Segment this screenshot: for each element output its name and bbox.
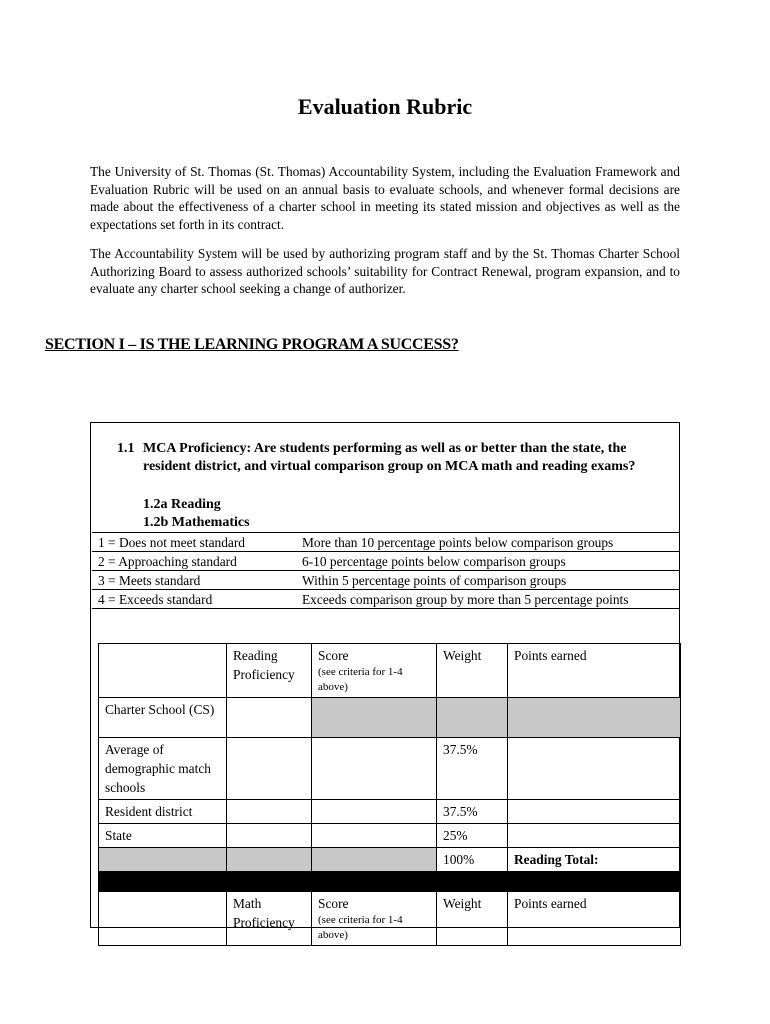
row-label: Charter School (CS) (99, 698, 227, 738)
score-cell (312, 824, 437, 848)
question-sub-math: 1.2b Mathematics (143, 515, 250, 530)
question-sub-reading: 1.2a Reading (143, 497, 221, 512)
weight-cell: 37.5% (437, 800, 508, 824)
header-score-note: (see criteria for 1-4 above) (318, 914, 403, 941)
separator-cell (508, 872, 681, 892)
weight-cell: 37.5% (437, 738, 508, 800)
criteria-row (92, 532, 680, 551)
criteria-desc: Within 5 percentage points of comparison groups (302, 573, 567, 588)
header-score-label: Score (318, 648, 349, 663)
criteria-label: 4 = Exceeds standard (98, 592, 213, 607)
row-label: Resident district (99, 800, 227, 824)
question-number: 1.1 (117, 441, 135, 456)
points-cell (508, 800, 681, 824)
criteria-row (92, 570, 680, 589)
criteria-row (92, 589, 680, 608)
table-header-row (99, 644, 681, 698)
table-row (99, 738, 681, 800)
black-separator-row (99, 872, 681, 892)
reading-total-label: Reading Total: (508, 848, 681, 872)
header-score (312, 892, 437, 946)
reading-proficiency-cell (227, 800, 312, 824)
header-score (312, 644, 437, 698)
criteria-label: 2 = Approaching standard (98, 554, 237, 569)
header-score-note: (see criteria for 1-4 above) (318, 666, 403, 693)
total-score-cell (312, 848, 437, 872)
header-reading-proficiency: Reading Proficiency (227, 644, 312, 698)
total-label-cell (99, 848, 227, 872)
weight-cell (437, 698, 508, 738)
section-heading: SECTION I – IS THE LEARNING PROGRAM A SUCCESS? (45, 336, 459, 353)
criteria-desc: More than 10 percentage points below comparison groups (302, 535, 614, 550)
table-row (99, 698, 681, 738)
header-weight: Weight (437, 892, 508, 946)
row-label: Average of demographic match schools (99, 738, 227, 800)
criteria-label: 3 = Meets standard (98, 573, 201, 588)
weight-cell: 25% (437, 824, 508, 848)
points-cell (508, 698, 681, 738)
question-text: MCA Proficiency: Are students performing as well as or better than the state, the resident district, and virtual comparison group on MCA math and reading exams? (143, 441, 636, 474)
table-row (99, 800, 681, 824)
reading-proficiency-cell (227, 824, 312, 848)
separator-cell (227, 872, 312, 892)
criteria-row (92, 551, 680, 570)
reading-proficiency-cell (227, 738, 312, 800)
separator-cell (437, 872, 508, 892)
points-cell (508, 824, 681, 848)
score-cell (312, 698, 437, 738)
header-score-label: Score (318, 896, 349, 911)
separator-cell (99, 872, 227, 892)
score-cell (312, 800, 437, 824)
header-weight: Weight (437, 644, 508, 698)
points-cell (508, 738, 681, 800)
reading-table (98, 643, 681, 946)
separator-cell (312, 872, 437, 892)
criteria-label: 1 = Does not meet standard (98, 535, 246, 550)
criteria-desc: Exceeds comparison group by more than 5 percentage points (302, 592, 629, 607)
page-title: Evaluation Rubric (297, 94, 473, 119)
total-row (99, 848, 681, 872)
math-header-row (99, 892, 681, 946)
header-points: Points earned (508, 892, 681, 946)
header-cell-empty (99, 644, 227, 698)
row-label: State (99, 824, 227, 848)
intro-paragraph: The University of St. Thomas (St. Thomas) Accountability System, including the Evaluation Framework and Evaluation Rubric will be used on an annual basis to evaluate schools, and whenever formal decisions are made about the effectiveness of a charter school in meeting its stated mission and objectives as well as the expectations set forth in its contract. (90, 164, 680, 232)
criteria-desc: 6-10 percentage points below comparison groups (302, 554, 566, 569)
score-cell (312, 738, 437, 800)
total-weight: 100% (437, 848, 508, 872)
criteria-divider (92, 608, 680, 609)
header-math-proficiency: Math Proficiency (227, 892, 312, 946)
reading-proficiency-cell (227, 698, 312, 738)
intro-paragraph-2: The Accountability System will be used by authorizing program staff and by the St. Thomas Charter School Authorizing Board to assess authorized schools’ suitability for Contract Renewal, program expansion, and to evaluate any charter school seeking a change of authorizer. (90, 246, 680, 297)
header-points: Points earned (508, 644, 681, 698)
table-row (99, 824, 681, 848)
header-cell-empty (99, 892, 227, 946)
total-blank-cell (227, 848, 312, 872)
